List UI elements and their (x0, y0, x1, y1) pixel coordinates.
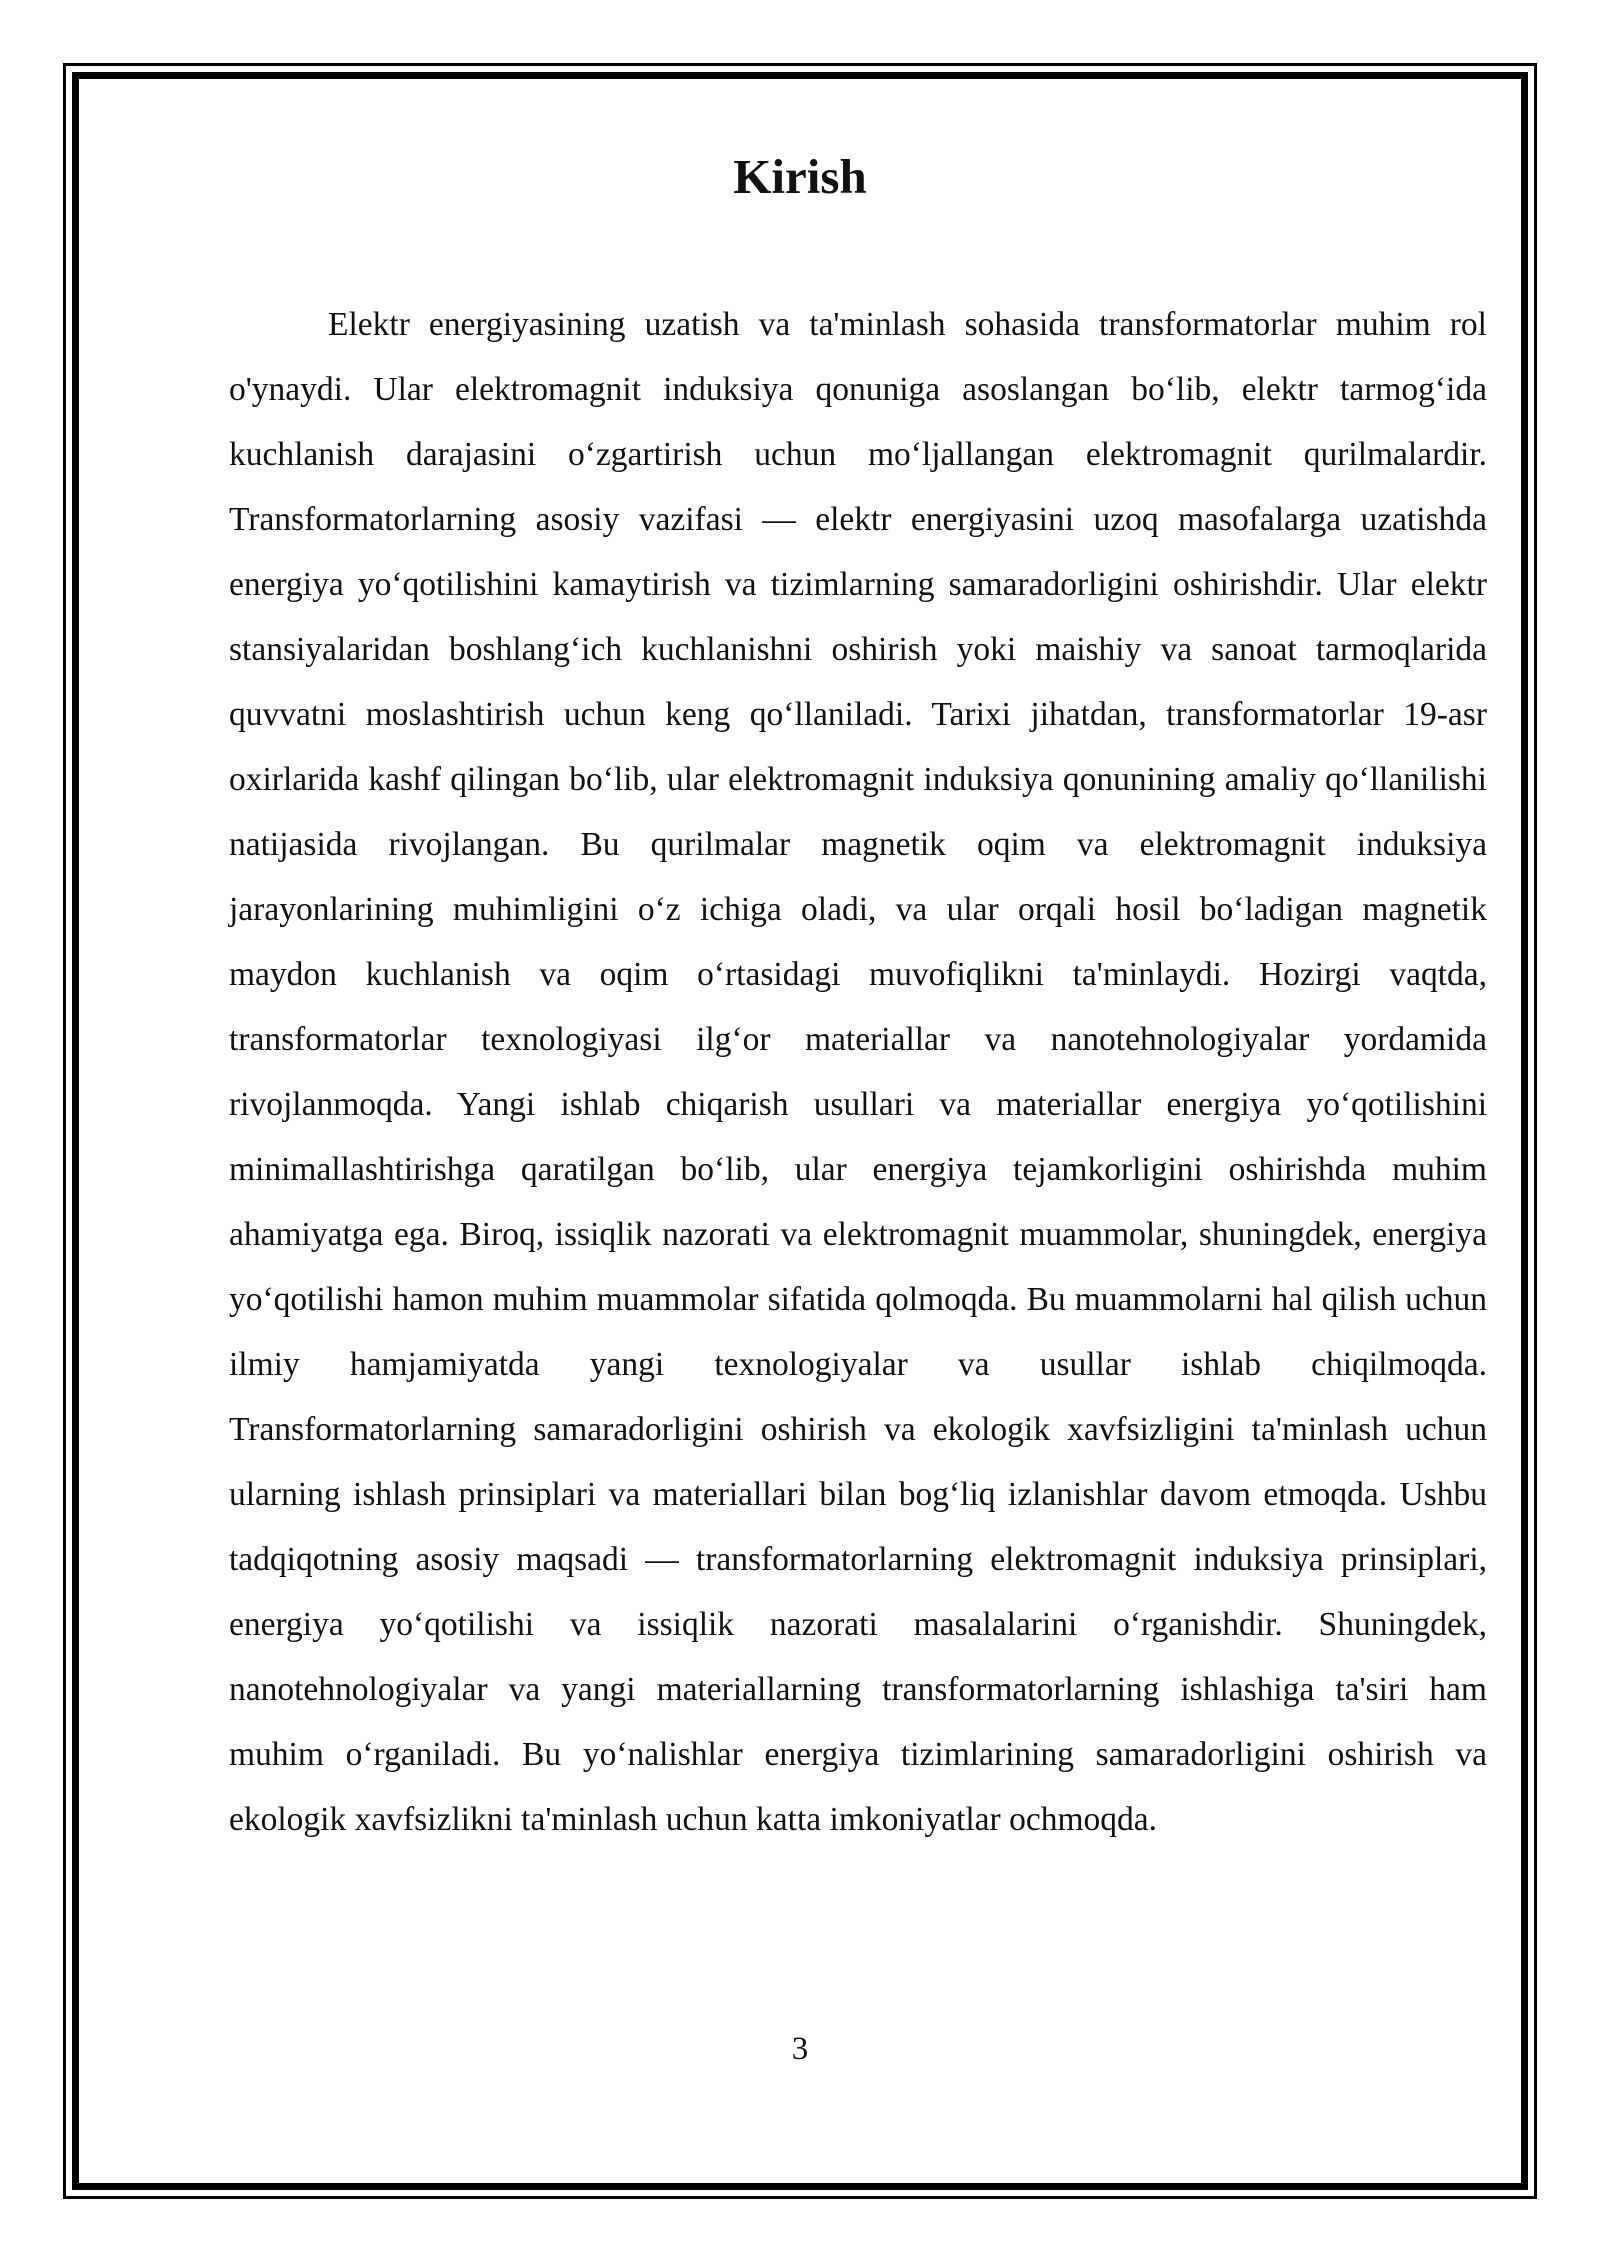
page-title: Kirish (733, 149, 867, 204)
body-paragraph: Elektr energiyasining uzatish va ta'minlash sohasida transformatorlar muhim rol o'ynaydi. Ular elektromagnit induksiya qonuniga asoslangan bo‘lib, elektr tarmog‘ida kuchlanish darajasini o‘zgartirish uchun mo‘ljallangan elektromagnit qurilmalardir. Transformatorlarning asosiy vazifasi — elektr energiyasini uzoq masofalarga uzatishda energiya yo‘qotilishini kamaytirish va tizimlarning samaradorligini oshirishdir. Ular elektr stansiyalaridan boshlang‘ich kuchlanishni oshirish yoki maishiy va sanoat tarmoqlarida quvvatni moslashtirish uchun keng qo‘llaniladi. Tarixi jihatdan, transformatorlar 19-asr oxirlarida kashf qilingan bo‘lib, ular elektromagnit induksiya qonunining amaliy qo‘llanilishi natijasida rivojlangan. Bu qurilmalar magnetik oqim va elektromagnit induksiya jarayonlarining muhimligini o‘z ichiga oladi, va ular orqali hosil bo‘ladigan magnetik maydon kuchlanish va oqim o‘rtasidagi muvofiqlikni ta'minlaydi. Hozirgi vaqtda, transformatorlar texnologiyasi ilg‘or materiallar va nanotehnologiyalar yordamida rivojlanmoqda. Yangi ishlab chiqarish usullari va materiallar energiya yo‘qotilishini minimallashtirishga qaratilgan bo‘lib, ular energiya tejamkorligini oshirishda muhim ahamiyatga ega. Biroq, issiqlik nazorati va elektromagnit muammolar, shuningdek, energiya yo‘qotilishi hamon muhim muammolar sifatida qolmoqda. Bu muammolarni hal qilish uchun ilmiy hamjamiyatda yangi texnologiyalar va usullar ishlab chiqilmoqda. Transformatorlarning samaradorligini oshirish va ekologik xavfsizligini ta'minlash uchun ularning ishlash prinsiplari va materiallari bilan bog‘liq izlanishlar davom etmoqda. Ushbu tadqiqotning asosiy maqsadi — transformatorlarning elektromagnit induksiya prinsiplari, energiya yo‘qotilishi va issiqlik nazorati masalalarini o‘rganishdir. Shuningdek, nanotehnologiyalar va yangi materiallarning transformatorlarning ishlashiga ta'siri ham muhim o‘rganiladi. Bu yo‘nalishlar energiya tizimlarining samaradorligini oshirish va ekologik xavfsizlikni ta'minlash uchun katta imkoniyatlar ochmoqda. (229, 306, 1487, 1838)
page-number: 3 (791, 2031, 809, 2067)
